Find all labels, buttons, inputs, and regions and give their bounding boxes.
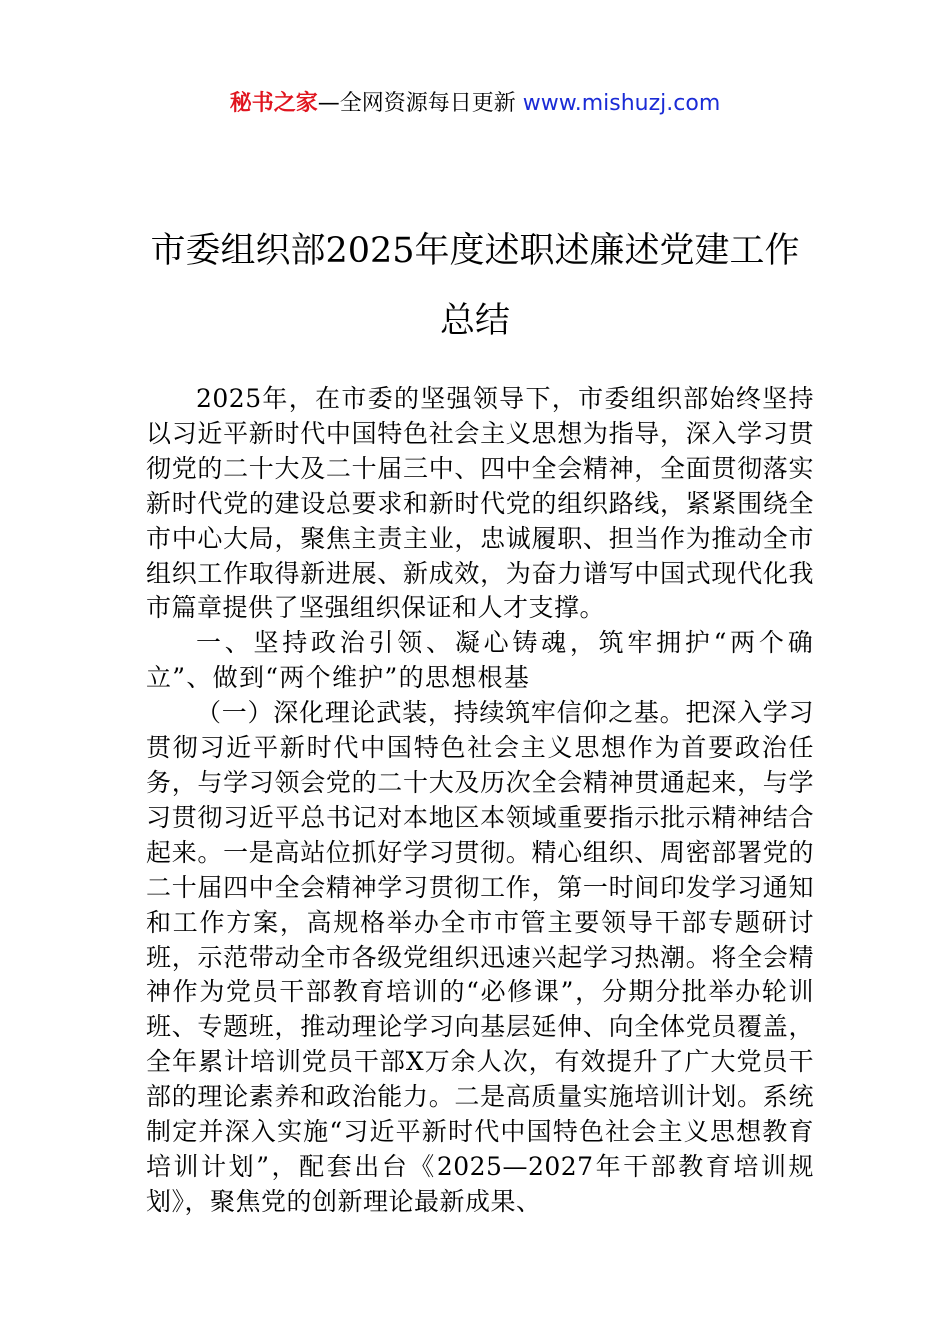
site-tagline: —全网资源每日更新 (317, 91, 523, 116)
intro-paragraph: 2025年，在市委的坚强领导下，市委组织部始终坚持以习近平新时代中国特色社会主义思想为指导，深入学习贯彻党的二十大及二十届三中、四中全会精神，全面贯彻落实新时代党的建设总要求和新时代党的组织路线，紧紧围绕全市中心大局，聚焦主责主业，忠诚履职、担当作为推动全市组织工作取得新进展、新成效，为奋力谱写中国式现代化我市篇章提供了坚强组织保证和人才支撑。 (146, 384, 814, 623)
site-brand: 秘书之家 (229, 91, 318, 116)
site-header (0, 88, 950, 120)
site-url-link[interactable]: www.mishuzj.com (522, 91, 721, 116)
section-paragraph: （一）深化理论武装，持续筑牢信仰之基。把深入学习贯彻习近平新时代中国特色社会主义思想作为首要政治任务，与学习领会党的二十大及历次全会精神贯通起来，与学习贯彻习近平总书记对本地区本领域重要指示批示精神结合起来。一是高站位抓好学习贯彻。精心组织、周密部署党的二十届四中全会精神学习贯彻工作，第一时间印发学习通知和工作方案，高规格举办全市市管主要领导干部专题研讨班，示范带动全市各级党组织迅速兴起学习热潮。将全会精神作为党员干部教育培训的“必修课”，分期分批举办轮训班、专题班，推动理论学习向基层延伸、向全体党员覆盖，全年累计培训党员干部X万余人次，有效提升了广大党员干部的理论素养和政治能力。二是高质量实施培训计划。系统制定并深入实施“习近平新时代中国特色社会主义思想教育培训计划”，配套出台《2025—2027年干部教育培训规划》，聚焦党的创新理论最新成果、 (146, 698, 814, 1216)
section-heading: 一、坚持政治引领、凝心铸魂，筑牢拥护“两个确立”、做到“两个维护”的思想根基 (146, 628, 814, 693)
document-body (146, 382, 814, 1220)
document-title: 市委组织部2025年度述职述廉述党建工作总结 (150, 231, 800, 341)
